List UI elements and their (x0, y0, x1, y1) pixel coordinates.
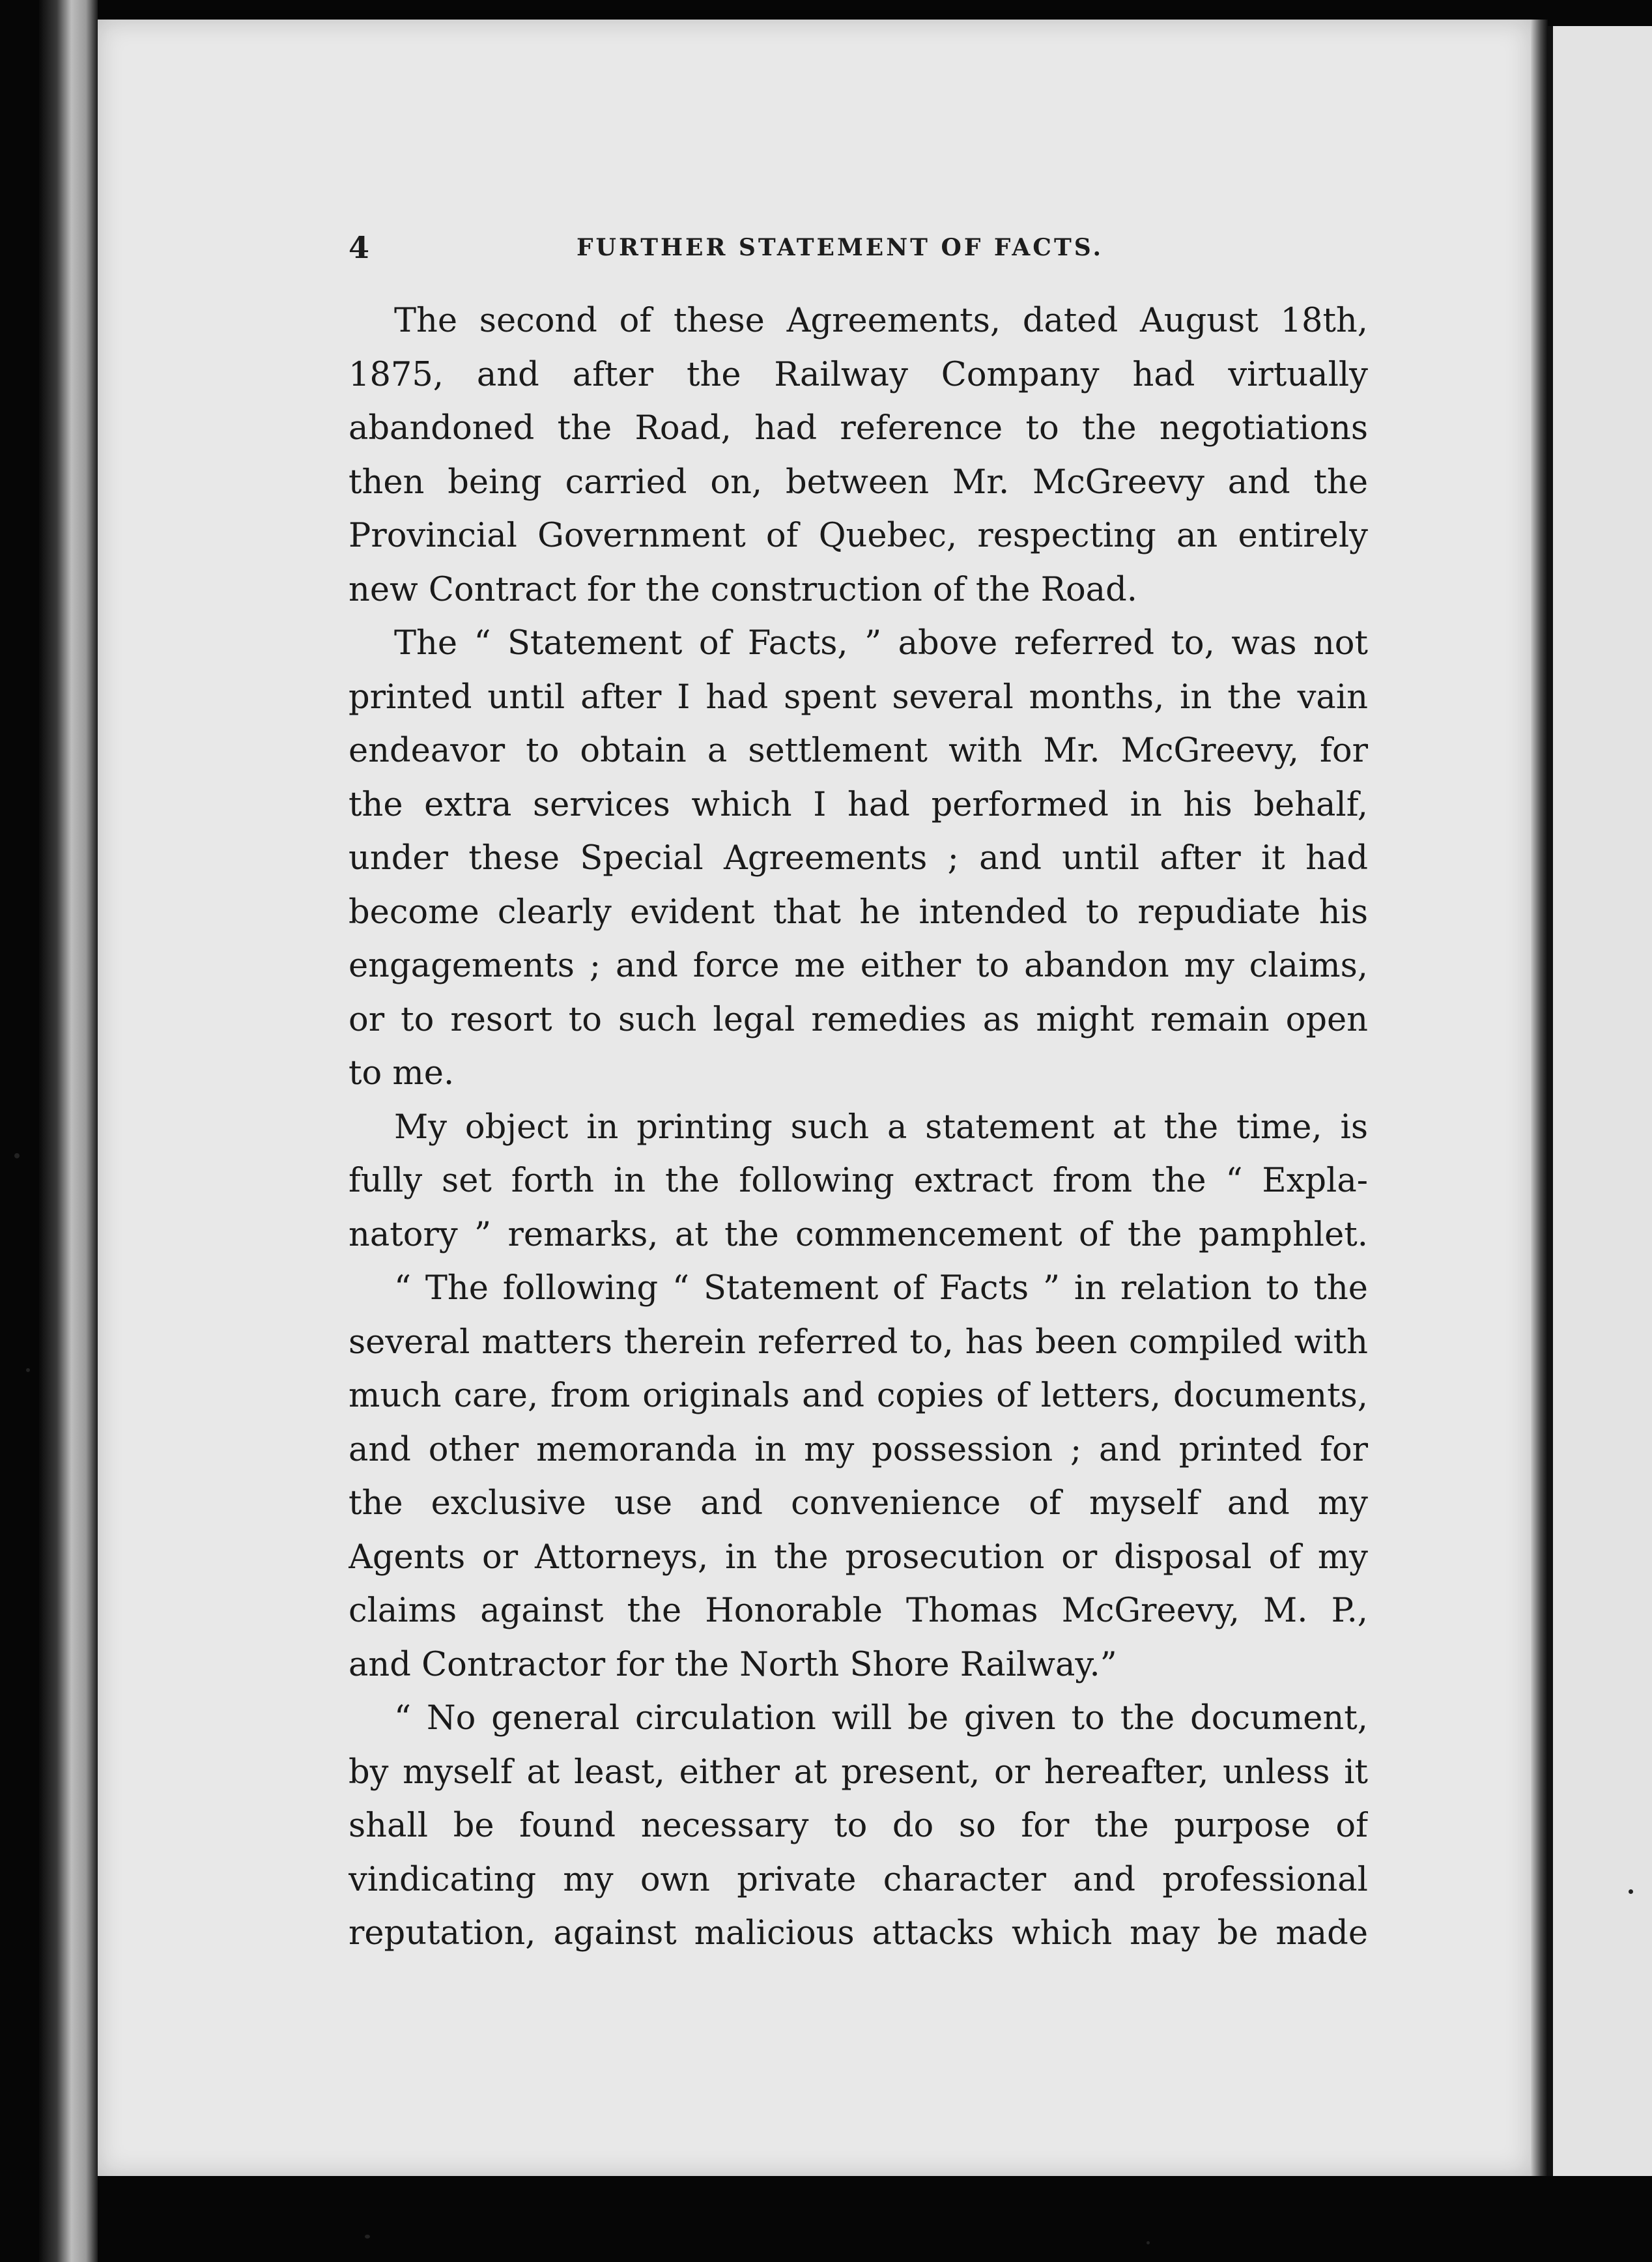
text-line: printed until after I had spent several months, in the vain (349, 678, 1368, 717)
text-line: the extra services which I had performed in his behalf, (349, 785, 1368, 824)
text-line: shall be found necessary to do so for the purpose of (349, 1807, 1368, 1845)
text-line: several matters therein referred to, has been compiled with (349, 1323, 1368, 1362)
text-line: and Contractor for the North Shore Railway.” (349, 1645, 1117, 1684)
page-header (349, 230, 1423, 269)
page-gutter (1531, 20, 1548, 2176)
text-line: claims against the Honorable Thomas McGreevy, M. P., (349, 1592, 1368, 1630)
text-line: engagements ; and force me either to abandon my claims, (349, 947, 1368, 985)
text-line: then being carried on, between Mr. McGreevy and the (349, 463, 1368, 502)
running-title: FURTHER STATEMENT OF FACTS. (577, 234, 1104, 261)
text-line: fully set forth in the following extract from the “ Expla- (349, 1162, 1368, 1200)
text-line: the exclusive use and convenience of myself and my (349, 1484, 1368, 1523)
text-line: endeavor to obtain a settlement with Mr. McGreevy, for (349, 732, 1368, 770)
text-line: natory ” remarks, at the commencement of the pamphlet. (349, 1215, 1368, 1254)
text-line: much care, from originals and copies of letters, documents, (349, 1377, 1368, 1415)
text-line: by myself at least, either at present, or hereafter, unless it (349, 1753, 1368, 1792)
text-line: abandoned the Road, had reference to the negotiations (349, 409, 1368, 448)
text-line: My object in printing such a statement at the time, is (394, 1108, 1368, 1147)
text-line: new Contract for the construction of the Road. (349, 570, 1137, 609)
text-line: 1875, and after the Railway Company had virtually (349, 355, 1368, 394)
text-line: reputation, against malicious attacks which may be made (349, 1914, 1368, 1953)
adjacent-page-edge (1548, 26, 1652, 2176)
text-line: or to resort to such legal remedies as might remain open (349, 1000, 1368, 1039)
body-text (349, 294, 1368, 1961)
text-line: Provincial Government of Quebec, respecting an entirely (349, 517, 1368, 555)
text-line: The “ Statement of Facts, ” above referred to, was not (394, 624, 1368, 663)
text-line: Agents or Attorneys, in the prosecution or disposal of my (349, 1538, 1368, 1577)
text-line: vindicating my own private character and professional (349, 1860, 1368, 1899)
text-line: become clearly evident that he intended to repudiate his (349, 893, 1368, 932)
text-line: “ No general circulation will be given to the document, (394, 1699, 1368, 1738)
text-line: under these Special Agreements ; and until after it had (349, 839, 1368, 878)
page-number: 4 (349, 230, 370, 265)
text-line: to me. (349, 1054, 455, 1093)
text-line: “ The following “ Statement of Facts ” in relation to the (394, 1269, 1368, 1308)
text-line: The second of these Agreements, dated August 18th, (394, 302, 1368, 340)
text-line: and other memoranda in my possession ; and printed for (349, 1430, 1368, 1469)
book-spine-edge (39, 0, 98, 2262)
